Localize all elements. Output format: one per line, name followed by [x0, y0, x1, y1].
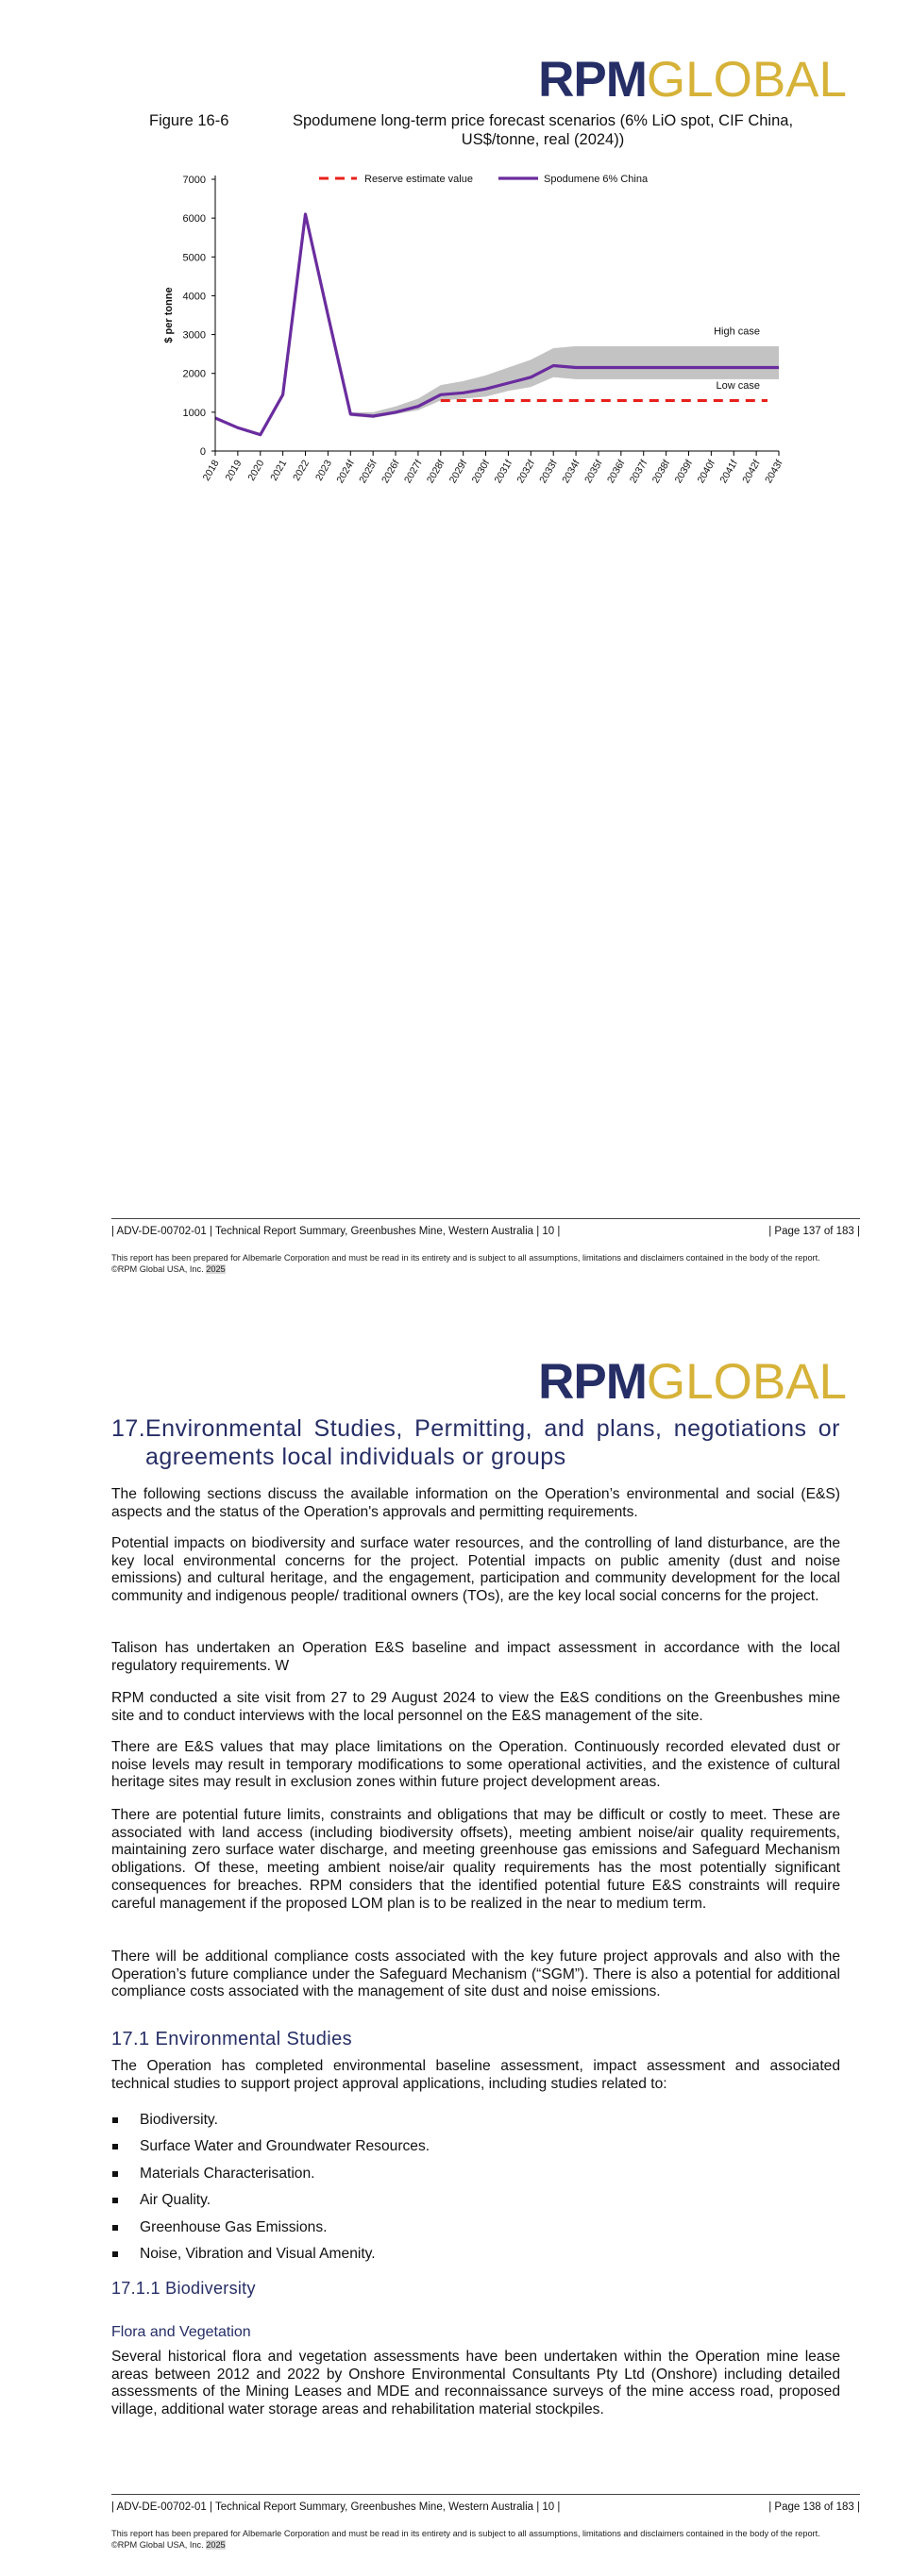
y-axis-title: $ per tonne	[163, 287, 175, 343]
x-tick-label: 2037f	[627, 458, 650, 486]
x-tick-label: 2024f	[334, 458, 357, 486]
x-tick-label: 2040f	[695, 458, 717, 486]
y-tick-label: 1000	[182, 407, 206, 419]
paragraph: The following sections discuss the available information on the Operation’s environmental and social (E&S) aspects and the status of the Operation's approvals and permitting requirements.	[111, 1486, 840, 1520]
figure-label: Figure 16-6	[149, 112, 229, 129]
high-case-label: High case	[714, 326, 760, 338]
y-tick-label: 7000	[182, 175, 206, 186]
x-tick-label: 2028f	[424, 458, 447, 486]
x-tick-label: 2020	[245, 458, 267, 483]
y-tick-label: 3000	[182, 329, 206, 342]
x-tick-label: 2033f	[537, 458, 560, 486]
minor-heading: Flora and Vegetation	[111, 2324, 251, 2340]
footer-page-number: | Page 138 of 183 |	[768, 2501, 860, 2513]
studies-list	[111, 2112, 772, 2272]
paragraph: There will be additional compliance costs associated with the key future project approvals and also with the Operation’s future compliance under the Safeguard Mechanism (“SGM”). There is also a potential for additional compliance costs associated with the management of site dust and noise emissions.	[111, 1949, 840, 2000]
x-tick-label: 2043f	[763, 458, 785, 486]
x-tick-label: 2018	[200, 458, 222, 483]
y-tick-label: 6000	[182, 213, 206, 226]
paragraph: Talison has undertaken an Operation E&S baseline and impact assessment in accordance with the local regulatory requirements. W	[111, 1640, 840, 1674]
x-tick-label: 2036f	[604, 458, 628, 486]
paragraph: RPM conducted a site visit from 27 to 29 August 2024 to view the E&S conditions on the Greenbushes mine site and to conduct interviews with the local personnel on the E&S management of the site.	[111, 1690, 840, 1724]
footer-doc-ref: | ADV-DE-00702-01 | Technical Report Summary, Greenbushes Mine, Western Australia | 10 |	[111, 2501, 561, 2513]
y-tick-label: 5000	[182, 252, 206, 264]
x-tick-label: 2025f	[357, 458, 380, 486]
low-case-label: Low case	[716, 380, 760, 393]
x-tick-label: 2035f	[582, 458, 605, 486]
subsubsection-heading: 17.1.1 Biodiversity	[111, 2279, 256, 2298]
x-tick-label: 2034f	[560, 458, 582, 486]
x-tick-label: 2030f	[469, 458, 493, 486]
x-tick-label: 2021	[268, 458, 290, 483]
x-tick-label: 2041f	[717, 458, 740, 486]
footer-rule	[111, 2494, 860, 2495]
x-tick-label: 2032f	[515, 458, 537, 486]
price-forecast-chart	[151, 165, 793, 505]
x-tick-label: 2039f	[672, 458, 696, 486]
legend-spodumene-label: Spodumene 6% China	[544, 174, 649, 185]
list-item: Materials Characterisation.	[111, 2166, 772, 2192]
rpm-global-logo: RPMGLOBAL	[538, 52, 847, 108]
figure-title: Spodumene long-term price forecast scenarios (6% LiO spot, CIF China, US$/tonne, real (2024))	[292, 112, 794, 148]
paragraph: The Operation has completed environmental baseline assessment, impact assessment and associated technical studies to support project approval applications, including studies related to:	[111, 2058, 840, 2092]
list-item: Surface Water and Groundwater Resources.	[111, 2138, 772, 2165]
list-item: Air Quality.	[111, 2192, 772, 2218]
section-title: Environmental Studies, Permitting, and plans, negotiations or agreements local individuals or groups	[145, 1415, 840, 1470]
footer-page-number: | Page 137 of 183 |	[768, 1226, 860, 1237]
x-tick-label: 2031f	[492, 458, 515, 486]
footer-doc-ref: | ADV-DE-00702-01 | Technical Report Summary, Greenbushes Mine, Western Australia | 10 |	[111, 1226, 561, 1237]
x-tick-label: 2038f	[650, 458, 673, 486]
paragraph: There are potential future limits, constraints and obligations that may be difficult or costly to meet. These are associated with land access (including biodiversity offsets), meeting ambient noise/air quality requirements, maintaining zero surface water discharge, and meeting greenhouse gas emissions and Safeguard Mechanism obligations. Of these, meeting ambient noise/air quality requirements has the most potentially significant consequences for breaches. RPM considers that the identified potential future E&S constraints will require careful management if the proposed LOM plan is to be realized in the near to medium term.	[111, 1807, 840, 1912]
x-tick-label: 2019	[223, 458, 245, 483]
x-tick-label: 2023	[312, 458, 334, 483]
page-138	[0, 1321, 911, 2576]
x-tick-label: 2022	[291, 458, 312, 483]
subsection-heading: 17.1 Environmental Studies	[111, 2029, 352, 2049]
paragraph: There are E&S values that may place limitations on the Operation. Continuously recorded elevated dust or noise levels may result in temporary modifications to some operational activities, and the existence of cultural heritage sites may result in exclusion zones within future project development areas.	[111, 1739, 840, 1791]
list-item: Greenhouse Gas Emissions.	[111, 2219, 772, 2246]
footer-disclaimer: This report has been prepared for Albemarle Corporation and must be read in its entirety and is subject to all assumptions, limitations and disclaimers contained in the body of the report. ©RPM Global USA, Inc. 2025	[111, 2529, 820, 2550]
y-tick-label: 2000	[182, 368, 206, 380]
x-tick-label: 2029f	[447, 458, 470, 486]
footer-rule	[111, 1218, 860, 1219]
y-tick-label: 4000	[182, 291, 206, 303]
y-tick-label: 0	[199, 446, 206, 458]
x-tick-label: 2027f	[401, 458, 425, 486]
rpm-global-logo: RPMGLOBAL	[538, 1354, 847, 1410]
list-item: Noise, Vibration and Visual Amenity.	[111, 2246, 772, 2272]
footer-disclaimer: This report has been prepared for Albemarle Corporation and must be read in its entirety and is subject to all assumptions, limitations and disclaimers contained in the body of the report. ©RPM Global USA, Inc. 2025	[111, 1253, 820, 1274]
paragraph: Several historical flora and vegetation assessments have been undertaken within the Operation mine lease areas between 2012 and 2022 by Onshore Environmental Consultants Pty Ltd (Onshore) including detailed assessments of the Mining Leases and MDE and reconnaissance surveys of the mine access road, proposed village, additional water storage areas and rehabilitation material stockpiles.	[111, 2349, 840, 2418]
x-tick-label: 2026f	[380, 458, 402, 486]
legend-reserve-label: Reserve estimate value	[364, 174, 473, 185]
section-number: 17.	[111, 1415, 146, 1442]
list-item: Biodiversity.	[111, 2112, 772, 2138]
paragraph: Potential impacts on biodiversity and surface water resources, and the controlling of land disturbance, are the key local environmental concerns for the project. Potential impacts on public amenity (dust and noise emissions) and cultural heritage, and the engagement, participation and community development for the local community and indigenous people/ traditional owners (TOs), are the key local social concerns for the project.	[111, 1535, 840, 1605]
x-tick-label: 2042f	[740, 458, 763, 486]
